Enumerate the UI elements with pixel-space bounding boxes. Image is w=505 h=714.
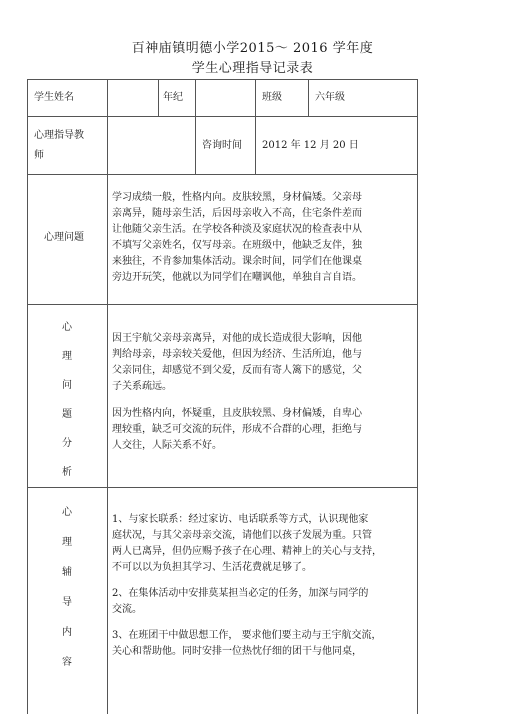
analysis-label-char: 分 xyxy=(62,438,72,449)
problem-label: 心理问题 xyxy=(44,232,84,243)
guidance-line: 1、与家长联系：经过家访、电话联系等方式，认识现他家 xyxy=(112,514,369,525)
problem-line: 来独往，不肯参加集体活动。课余时间，同学们在他课桌 xyxy=(112,256,362,267)
analysis-text xyxy=(112,331,362,454)
guidance-label-char: 内 xyxy=(62,627,72,638)
table-border-row2 xyxy=(27,174,418,175)
problem-line: 让他随父亲生活。在学校各种淡及家庭状况的检查表中从 xyxy=(112,224,362,235)
guidance-line: 庭状况，与其父亲母亲交流，请他们以孩子发展为重。只管 xyxy=(112,530,372,541)
class-value: 六年级 xyxy=(315,92,345,103)
problem-line: 学习成绩一般，性格内向。皮肤较黑，身材偏矮。父亲母 xyxy=(112,192,362,203)
guidance-label-char: 辅 xyxy=(62,567,72,578)
table-divider-class xyxy=(255,79,256,174)
problem-text xyxy=(112,190,362,286)
analysis-line: 父亲同住，却感觉不到父爱，反而有寄人篱下的感觉，父 xyxy=(112,365,362,376)
analysis-line: 判给母亲，母亲较关爱他，但因为经济、生活所迫，他与 xyxy=(112,349,362,360)
teacher-label-line1: 心理指导教 xyxy=(34,130,84,141)
guidance-label-char: 容 xyxy=(62,657,72,668)
problem-line: 不填写父亲姓名，仅写母亲。在班级中，他缺乏友伴，独 xyxy=(112,240,362,251)
guidance-line: 两人已离异，但仍应赐予孩子在心理、精神上的关心与支持， xyxy=(112,546,382,557)
analysis-label-char: 理 xyxy=(62,351,72,362)
table-divider-label xyxy=(107,79,108,714)
guidance-label-char: 心 xyxy=(62,507,72,518)
analysis-line: 子关系疏远。 xyxy=(112,381,172,392)
table-border-top xyxy=(27,79,418,80)
table-border-row1 xyxy=(27,116,418,117)
analysis-line: 因王宇航父亲母亲离异，对他的成长造成很大影响，因他 xyxy=(112,333,362,344)
guidance-line: 关心和帮助他。同时安排一位热忱仔细的团干与他同桌， xyxy=(112,646,362,657)
analysis-label-char: 析 xyxy=(62,467,72,478)
document-title: 百神庙镇明德小学2015～ 2016 学年度 xyxy=(131,41,374,56)
table-border-left xyxy=(27,79,28,714)
analysis-paragraph-1 xyxy=(112,331,362,395)
guidance-line: 2、在集体活动中安排莫某担当必定的任务，加深与同学的 xyxy=(112,588,369,599)
guidance-line: 不可以以为负担其学习、生活花费就足够了。 xyxy=(112,562,312,573)
analysis-label-char: 问 xyxy=(62,380,72,391)
guidance-line: 3、在班团干中做思想工作， 要求他们要主动与王宇航交流， xyxy=(112,630,382,641)
student-name-label: 学生姓名 xyxy=(34,92,74,103)
document-subtitle: 学生心理指导记录表 xyxy=(191,61,314,76)
table-border-right xyxy=(417,79,418,714)
guidance-paragraph-3 xyxy=(112,628,382,660)
consult-time-label: 咨询时间 xyxy=(202,140,242,151)
table-divider-age xyxy=(158,79,159,116)
class-label: 班级 xyxy=(262,92,282,103)
consult-time-value: 2012 年 12 月 20 日 xyxy=(262,140,359,151)
analysis-line: 理较重，缺乏可交流的玩伴，形成不合群的心理，拒绝与 xyxy=(112,424,362,435)
problem-line: 旁边开玩笑，他就以为同学们在嘲讽他，单独自言自语。 xyxy=(112,272,362,283)
table-border-row4 xyxy=(27,487,418,488)
analysis-label-char: 心 xyxy=(62,322,72,333)
guidance-paragraph-2 xyxy=(112,586,382,618)
teacher-label xyxy=(34,128,84,164)
table-divider-age-value xyxy=(195,79,196,174)
teacher-label-line2: 师 xyxy=(34,150,44,161)
analysis-paragraph-2 xyxy=(112,406,362,454)
guidance-paragraph-1 xyxy=(112,512,382,576)
table-border-row3 xyxy=(27,304,418,305)
guidance-label-char: 导 xyxy=(62,597,72,608)
age-label: 年纪 xyxy=(163,92,183,103)
analysis-line: 人交往，人际关系不好。 xyxy=(112,440,222,451)
guidance-label-char: 理 xyxy=(62,537,72,548)
analysis-line: 因为性格内向，怀疑重，且皮肤较黑、身材偏矮，自卑心 xyxy=(112,408,362,419)
guidance-text xyxy=(112,512,382,660)
problem-line: 亲离异，随母亲生活，后因母亲收入不高，住宅条件差而 xyxy=(112,208,362,219)
analysis-label-char: 题 xyxy=(62,409,72,420)
table-divider-class-value xyxy=(308,79,309,116)
guidance-line: 交流。 xyxy=(112,604,142,615)
